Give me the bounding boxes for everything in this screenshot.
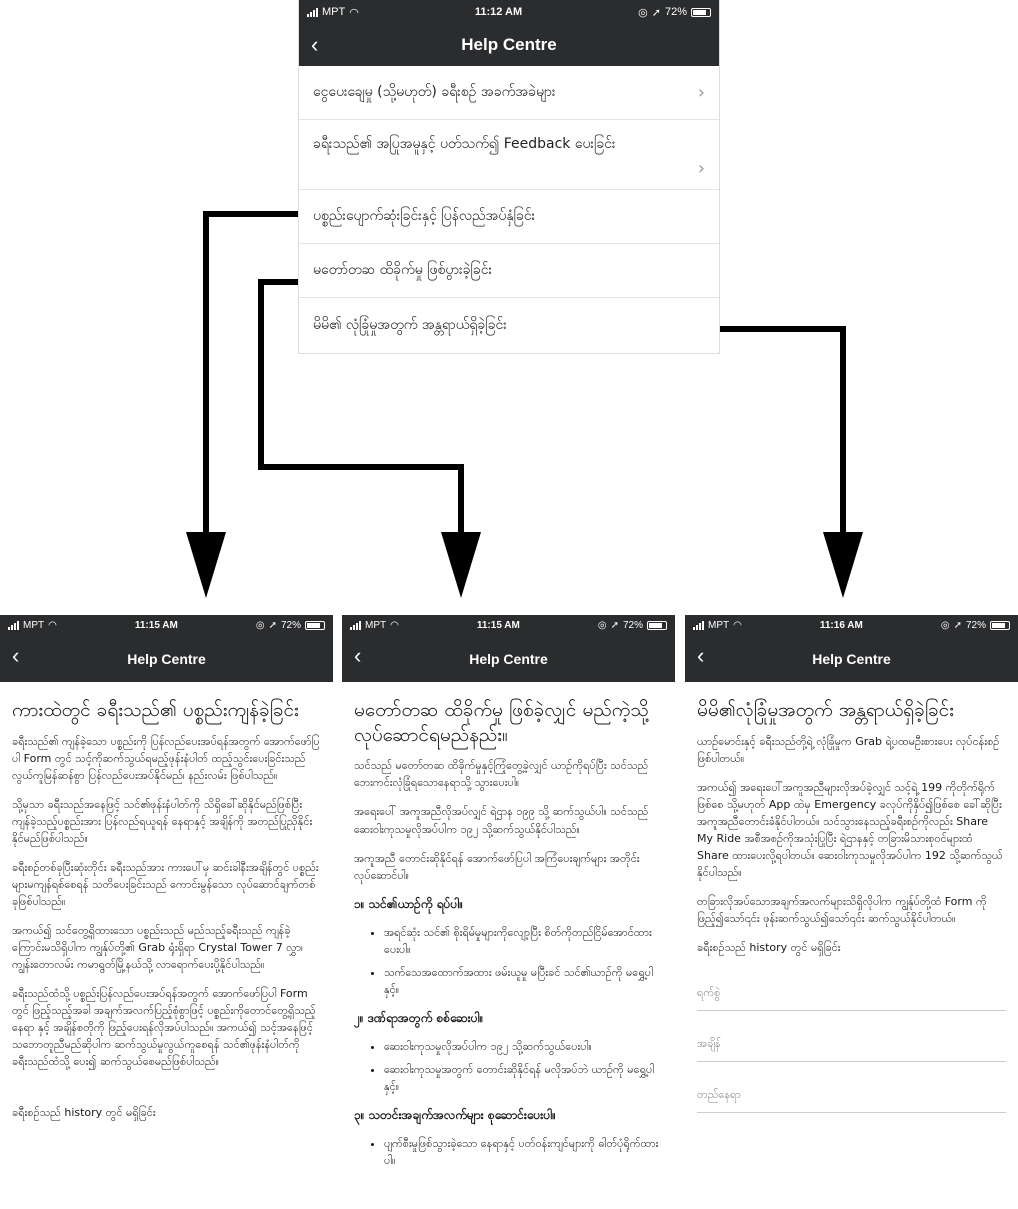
article-heading: ကားထဲတွင် ခရီးသည်၏ ပစ္စည်းကျန်ခဲ့ခြင်း <box>12 699 299 721</box>
arrow-lost-items <box>206 214 298 540</box>
arrowhead-lost-items <box>186 532 226 598</box>
list-item: • ဆေးဝါးကုသမှုလိုအပ်ပါက ၁၉၂ သို့ဆက်သွယ်ပေးပါ။ <box>384 1038 663 1055</box>
lock-rotation-icon: ◎ <box>940 619 950 631</box>
arrow-safety <box>720 329 843 540</box>
section-heading: ၂။ ဒဏ်ရာအတွက် စစ်ဆေးပါ။ <box>354 1010 484 1025</box>
lock-rotation-icon: ◎ <box>597 619 607 631</box>
chevron-right-icon: › <box>697 158 705 179</box>
article-paragraph: သို့မှသာ ခရီးသည်အနေဖြင့် သင်၏ဖုန်းနံပါတ်ကို သိရှိခေါ်ဆိုနိုင်မည်ဖြစ်ပြီး ကျန်ခဲ့သည့်ပစ္စည်းအား ပြန်လည်ရယူရန် နေရာနှင့် အချိန်ကို အတည်ပြုညှိနိုင်းနိုင်မည်ဖြစ်ပါသည်။ <box>12 797 313 845</box>
history-link[interactable]: ခရီးစဉ်သည် history တွင် မရှိခြင်း <box>12 1106 156 1120</box>
date-field[interactable]: ရက်စွဲ <box>697 968 1006 1011</box>
article-paragraph: တခြားလိုအပ်သောအချက်အလက်များသိရှိလိုပါက ကျွန်ုပ်တို့ထံ Form ကို ဖြည့်၍သော်၎င်း ဖုန်းဆက်သွယ်၍သော်၎င်း ဆက်သွယ်နိုင်ပါတယ်။ <box>697 895 987 926</box>
carrier-label: MPT <box>23 619 45 631</box>
location-icon: ➚ <box>651 6 661 19</box>
article-paragraph: ခရီးစဉ်တစ်ခုပြီးဆုံးတိုင်း ခရီးသည်အား ကားပေါ်မှ ဆင်းခါနီးအချိန်တွင် ပစ္စည်းများမကျန်ရစ်စေရန် သတိပေးခြင်းသည် ကောင်းမွန်သော လုပ်ဆောင်ချက်တစ်ခုဖြစ်ပါသည်။ <box>12 860 319 909</box>
article-paragraph: ခရီးသည်၏ ကျန်ခဲ့သော ပစ္စည်းကို ပြန်လည်ပေးအပ်ရန်အတွက် အောက်ဖော်ပြပါ Form တွင် သင့်ကိုဆက်သွယ်ရမည့်ဖုန်းနံပါတ် ထည့်သွင်းပေးခြင်းသည် လွယ်ကူမြန်ဆန်စွာ ပြန်လည်ပေးအပ်နိုင်မည်၊ နည်းလမ်း ဖြစ်ပါသည်။ <box>12 734 320 782</box>
bullet-list <box>384 1135 663 1169</box>
battery-icon <box>647 621 667 630</box>
status-time: 11:12 AM <box>474 6 523 18</box>
article-heading: မိမိ၏လုံခြုံမှုအတွက် အန္တရာယ်ရှိခဲ့ခြင်း <box>697 699 955 721</box>
wifi-icon: ◠ <box>390 619 399 631</box>
carrier-label: MPT <box>708 619 730 631</box>
menu-item-label: ငွေပေးချေမှု (သို့မဟုတ်) ခရီးစဉ် အခက်အခဲများ <box>313 84 556 100</box>
back-chevron-icon[interactable]: ‹ <box>354 643 362 668</box>
page-title: Help Centre <box>127 650 206 667</box>
signal-icon <box>350 621 361 630</box>
wifi-icon: ◠ <box>349 6 359 19</box>
article-content <box>0 682 333 1122</box>
location-icon: ➚ <box>268 619 277 631</box>
article-paragraph: ခရီးသည်ထံသို့ ပစ္စည်းပြန်လည်ပေးအပ်ရန်အတွက် အောက်ဖော်ပြပါ Form တွင် ဖြည့်သည့်အခါ အချက်အလက်ပြည့်စုံစွာဖြင့် ပစ္စည်းကိုတောင်တွေ့ရှိသည့်နေရာ နှင့် အချိန်စတိုကို ဖြည့်ပေးရန်လိုအပ်ပါသည်။ အကယ်၍ သင့်အနေဖြင့် သဘောတူညီမည်ဆိုပါက ဆက်သွယ်မှုလွယ်ကူစေရန် သင်၏ဖုန်းနံပါတ်ကို ခရီးသည်ထံသို့ ပေး၍ ဆက်သွယ်စေမည်ဖြစ်ပါသည်။ <box>12 987 316 1069</box>
lock-rotation-icon: ◎ <box>255 619 265 631</box>
section-heading: ၁။ သင်၏ယာဉ်ကို ရပ်ပါ။ <box>354 896 463 911</box>
wifi-icon: ◠ <box>48 619 57 631</box>
carrier-label: MPT <box>365 619 387 631</box>
chevron-right-icon: › <box>697 82 705 103</box>
status-bar <box>0 615 333 635</box>
article-paragraph: သင်သည် မတော်တဆ ထိခိုက်မှုနှင့်ကြုံတွေ့ခဲ့လျှင် ယာဉ်ကိုရပ်ပြီး သင်သည် ဘေးကင်းလုံခြုံရသောနေရာသို့ သွားပေးပါ။ <box>354 759 649 790</box>
menu-item-label: ပစ္စည်းပျောက်ဆုံးခြင်းနှင့် ပြန်လည်အပ်နှံခြင်း <box>313 208 536 224</box>
list-item: • ဆေးဝါးကုသမှုအတွက် တောင်းဆိုနိုင်ရန် မလိုအပ်ဘဲ ယာဉ်ကို မရွှေ့ပါနှင့်။ <box>384 1061 663 1095</box>
back-chevron-icon[interactable]: ‹ <box>697 643 705 668</box>
status-time: 11:16 AM <box>819 619 863 631</box>
back-chevron-icon[interactable]: ‹ <box>12 643 20 668</box>
carrier-label: MPT <box>322 6 346 18</box>
signal-icon <box>693 621 704 630</box>
list-item: • ပျက်စီးမှုဖြစ်သွားခဲ့သော နေရာနှင့် ပတ်ဝန်းကျင်များကို ဓါတ်ပုံရိုက်ထားပါ။ <box>384 1135 663 1169</box>
lock-rotation-icon: ◎ <box>638 6 648 19</box>
battery-percent: 72% <box>965 619 986 631</box>
back-chevron-icon[interactable]: ‹ <box>311 32 319 57</box>
nav-bar <box>685 635 1018 682</box>
nav-bar <box>342 635 675 682</box>
battery-percent: 72% <box>664 6 687 18</box>
battery-icon <box>990 621 1010 630</box>
page-title: Help Centre <box>812 650 891 667</box>
page-title: Help Centre <box>469 650 548 667</box>
signal-icon <box>8 621 19 630</box>
status-time: 11:15 AM <box>476 619 520 631</box>
arrow-accident <box>261 282 461 540</box>
wifi-icon: ◠ <box>733 619 742 631</box>
menu-item-label: မတော်တဆ ထိခိုက်မှု ဖြစ်ပွားခဲ့ခြင်း <box>313 262 493 278</box>
location-field[interactable]: တည်နေရာ <box>697 1070 1006 1113</box>
history-link[interactable]: ခရီးစဉ်သည် history တွင် မရှိခြင်း <box>697 941 841 955</box>
menu-item-label: မိမိ၏ လုံခြုံမှုအတွက် အန္တရာယ်ရှိခဲ့ခြင်း <box>313 316 507 333</box>
battery-percent: 72% <box>622 619 643 631</box>
battery-percent: 72% <box>280 619 301 631</box>
article-content <box>342 682 675 1169</box>
location-icon: ➚ <box>610 619 619 631</box>
nav-bar <box>0 635 333 682</box>
arrowhead-accident <box>441 532 481 598</box>
lost-items-screen <box>0 615 333 1209</box>
location-icon: ➚ <box>953 619 962 631</box>
list-item: • အရင်ဆုံး သင်၏ စိုးရိမ်မှုများကိုလျော့ပြီး စိတ်ကိုတည်ငြိမ်အောင်ထားပေးပါ။ <box>384 924 663 958</box>
list-item: • သက်သေအထောက်အထား ဖမ်းယူမှု မပြီးခင် သင်၏ယာဉ်ကို မရွှေ့ပါနှင့်။ <box>384 964 663 998</box>
article-heading: မတော်တဆ ထိခိုက်မှု ဖြစ်ခဲ့လျှင် မည်ကဲ့သို့ လုပ်ဆောင်ရမည်နည်း။ <box>354 699 649 746</box>
section-heading: ၃။ သတင်းအချက်အလက်များ စုဆောင်းပေးပါ။ <box>354 1107 556 1122</box>
article-paragraph: အကယ်၍ အရေးပေါ်အကူအညီများလိုအပ်ခဲ့လျှင် သင့်ရဲ့ 199 ကိုတိုက်ရိုက်ဖြစ်စေ သို့မဟုတ် App ထဲမှ Emergency ခလုပ်ကိုနှိပ်၍ဖြစ်စေ ခေါ်ဆိုပြီးအကူအညီတောင်းခံနိုင်ပါတယ်။ သင်သွားနေသည့်ခရီးစဉ်ကိုလည်း Share My Ride အစီအစဉ်ကိုအသုံးပြုပြီး ရဲဌာနနှင့် တခြားမိသားစုဝင်များထံ Share ထားပေးလို့ရပါတယ်။ ဆေးဝါးကုသမှုလိုအပ်ပါက 192 သို့ဆက်သွယ်နိုင်ပါသည်။ <box>697 780 1003 880</box>
article-paragraph: အကူအညီ တောင်းဆိုနိုင်ရန် အောက်ဖော်ပြပါ အကြံပေးချက်များ အတိုင်း လုပ်ဆောင်ပါ။ <box>354 851 640 882</box>
battery-icon <box>305 621 325 630</box>
accident-screen <box>342 615 675 1209</box>
bullet-list <box>384 1038 663 1095</box>
article-paragraph: ယာဉ်မောင်းနှင့် ခရီးသည်တို့ရဲ့ လုံခြုံမှုက Grab ရဲ့ပထမဦးစားပေး လုပ်ငန်းစဉ်ဖြစ်ပါတယ်။ <box>697 734 1000 765</box>
article-content <box>685 682 1018 1113</box>
status-bar <box>342 615 675 635</box>
menu-item-label: ခရီးသည်၏ အပြုအမူနှင့် ပတ်သက်၍ Feedback ပေးခြင်း <box>313 136 616 152</box>
status-bar <box>685 615 1018 635</box>
article-paragraph: အရေးပေါ် အကူအညီလိုအပ်လျှင် ရဲဌာန ၁၉၉ သို့ ဆက်သွယ်ပါ။ သင်သည် ဆေးဝါးကုသမှုလိုအပ်ပါက ၁၉၂ သို့ဆက်သွယ်နိုင်ပါသည်။ <box>354 805 649 836</box>
bullet-list <box>384 924 663 998</box>
arrowhead-safety <box>823 532 863 598</box>
status-time: 11:15 AM <box>134 619 178 631</box>
article-paragraph: အကယ်၍ သင်တွေ့ရှိထားသော ပစ္စည်းသည် မည်သည့်ခရီးသည် ကျန်ခဲ့ကြောင်းမသိရှိပါက ကျွန်ုပ်တို့၏ Grab ရုံးရှိရာ Crystal Tower 7 လွှာ၊ ကျွန်းတောလမ်း ကမာရွတ်မြို့နယ်သို့ လာရောက်ပေးပို့နိုင်ပါသည်။ <box>12 924 303 972</box>
time-field[interactable]: အချိန် <box>697 1019 1006 1062</box>
safety-screen <box>685 615 1018 1209</box>
page-title: Help Centre <box>461 35 557 54</box>
